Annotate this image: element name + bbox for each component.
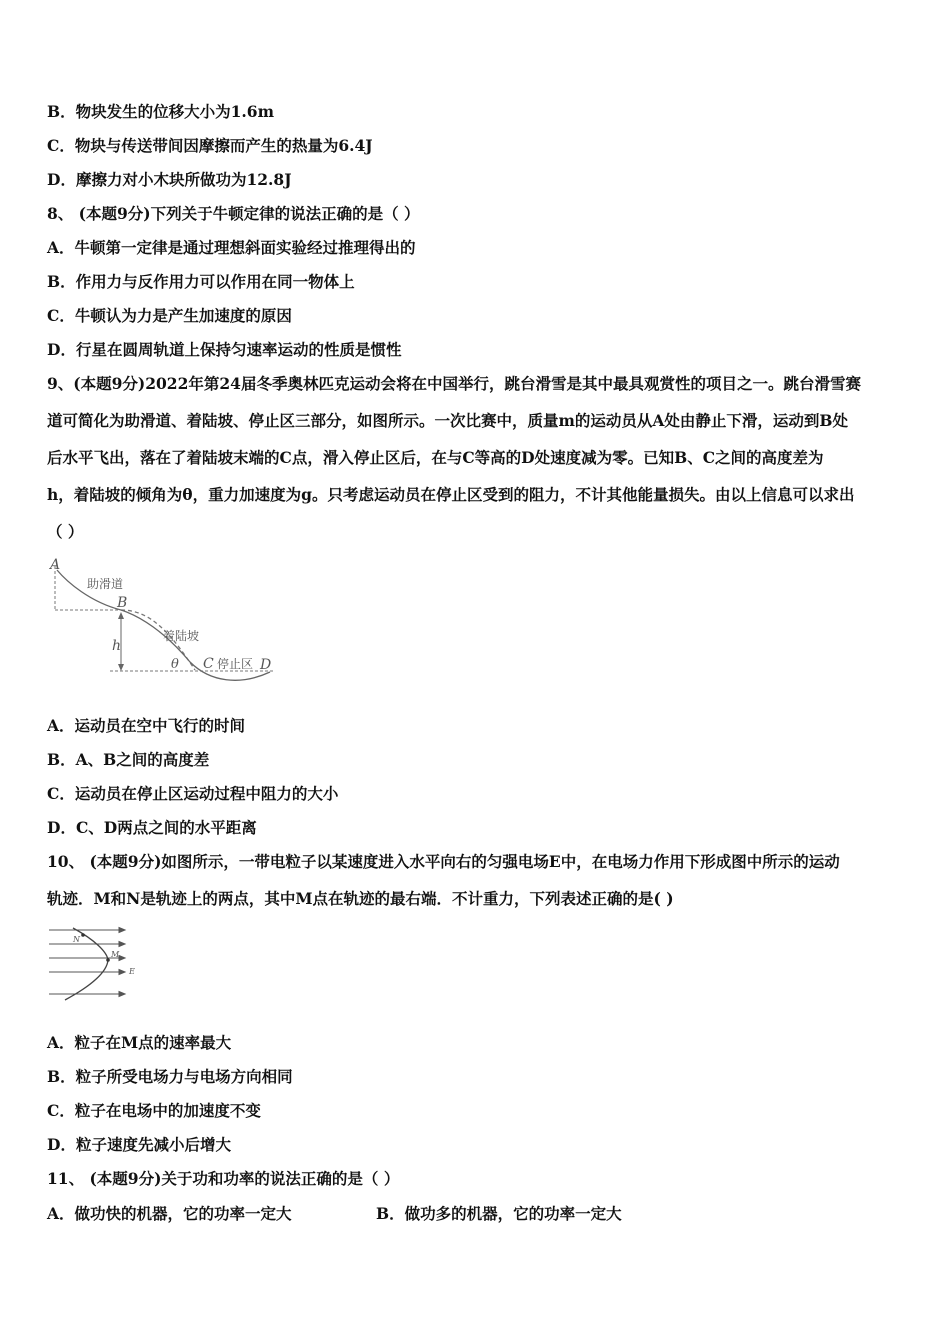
- field-arrow-5: [119, 992, 125, 997]
- label-e: E: [129, 967, 135, 976]
- q9-option-a: A．运动员在空中飞行的时间: [47, 716, 246, 735]
- q10-option-c: C．粒子在电场中的加速度不变: [47, 1101, 261, 1120]
- q11-stem: 11、 (本题9分)关于功和功率的说法正确的是（ ）: [47, 1169, 400, 1188]
- q11-option-a: A．做功快的机器，它的功率一定大: [47, 1204, 292, 1223]
- q8-option-b: B．作用力与反作用力可以作用在同一物体上: [47, 272, 355, 291]
- q10-stem-line-1: 10、 (本题9分)如图所示，一带电粒子以某速度进入水平向右的匀强电场E中，在电场力作用下形成图中所示的运动: [47, 852, 840, 871]
- q10-option-d: D．粒子速度先减小后增大: [47, 1135, 231, 1154]
- h-arrow-head-up: [118, 612, 124, 619]
- label-b: B: [117, 595, 128, 611]
- label-a: A: [50, 557, 61, 573]
- q8-option-d: D．行星在圆周轨道上保持匀速率运动的性质是惯性: [47, 340, 402, 359]
- q10-option-b: B．粒子所受电场力与电场方向相同: [47, 1067, 293, 1086]
- electric-field-figure: [45, 924, 145, 1004]
- q8-option-c: C．牛顿认为力是产生加速度的原因: [47, 306, 292, 325]
- label-runway: 助滑道: [87, 577, 124, 591]
- field-arrow-1: [119, 928, 125, 933]
- q8-option-a: A．牛顿第一定律是通过理想斜面实验经过推理得出的: [47, 238, 416, 257]
- label-d: D: [260, 657, 272, 673]
- particle-trajectory: [65, 928, 108, 1000]
- label-stop: 停止区: [217, 657, 254, 671]
- q8-stem: 8、 (本题9分)下列关于牛顿定律的说法正确的是（ ）: [47, 204, 420, 223]
- label-m: M: [111, 950, 120, 959]
- h-arrow-head-down: [118, 664, 124, 671]
- q9-option-d: D．C、D两点之间的水平距离: [47, 818, 257, 837]
- q9-option-c: C．运动员在停止区运动过程中阻力的大小: [47, 784, 339, 803]
- point-n: [81, 933, 85, 937]
- q9-stem-line-4: h，着陆坡的倾角为θ，重力加速度为g。只考虑运动员在停止区受到的阻力，不计其他能量损失。由以上信息可以求出: [47, 485, 855, 504]
- label-c: C: [203, 656, 214, 672]
- q9-option-b: B．A、B之间的高度差: [47, 750, 210, 769]
- field-arrow-3: [119, 956, 125, 961]
- q11-option-b: B．做功多的机器，它的功率一定大: [376, 1204, 622, 1223]
- field-arrow-2: [119, 942, 125, 947]
- q10-option-a: A．粒子在M点的速率最大: [47, 1033, 232, 1052]
- q10-stem-line-2: 轨迹．M和N是轨迹上的两点，其中M点在轨迹的最右端．不计重力，下列表述正确的是( ): [47, 889, 674, 908]
- q7-option-c: C．物块与传送带间因摩擦而产生的热量为6.4J: [47, 136, 373, 155]
- label-theta: θ: [171, 657, 179, 672]
- point-m: [106, 958, 110, 962]
- field-arrow-4: [119, 970, 125, 975]
- label-n: N: [73, 935, 80, 944]
- q7-option-b: B．物块发生的位移大小为1.6m: [47, 102, 274, 121]
- q7-option-d: D．摩擦力对小木块所做功为12.8J: [47, 170, 292, 189]
- label-h: h: [112, 638, 122, 654]
- label-landing: 着陆坡: [163, 629, 200, 643]
- q9-stem-line-5: （ ）: [47, 522, 84, 541]
- q9-stem-line-3: 后水平飞出，落在了着陆坡末端的C点，滑入停止区后，在与C等高的D处速度减为零。已知B、C之间的高度差为: [47, 448, 824, 467]
- q9-stem-line-2: 道可简化为助滑道、着陆坡、停止区三部分，如图所示。一次比赛中，质量m的运动员从A处由静止下滑，运动到B处: [47, 411, 849, 430]
- q9-stem-line-1: 9、(本题9分)2022年第24届冬季奥林匹克运动会将在中国举行，跳台滑雪是其中最具观赏性的项目之一。跳台滑雪赛: [47, 374, 861, 393]
- ski-jump-figure: [45, 552, 285, 692]
